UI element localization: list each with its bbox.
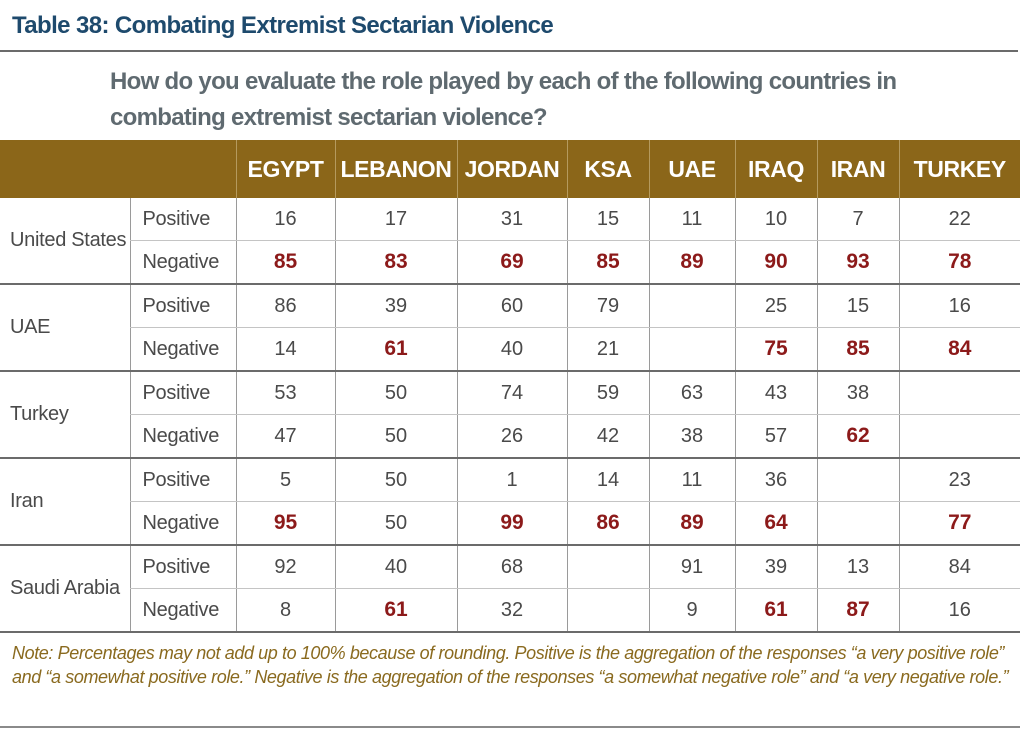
positive-value-cell: 39 bbox=[335, 284, 457, 328]
negative-value-cell: 90 bbox=[735, 241, 817, 285]
positive-value-cell: 10 bbox=[735, 198, 817, 241]
table-row-negative bbox=[0, 502, 1020, 546]
positive-value-cell: 68 bbox=[457, 545, 567, 589]
positive-label: Positive bbox=[130, 371, 236, 415]
positive-value-cell bbox=[817, 458, 899, 502]
positive-value-cell: 7 bbox=[817, 198, 899, 241]
table-row-positive bbox=[0, 198, 1020, 241]
positive-value-cell: 38 bbox=[817, 371, 899, 415]
negative-value-cell: 93 bbox=[817, 241, 899, 285]
negative-value-cell: 8 bbox=[236, 589, 335, 633]
positive-value-cell: 1 bbox=[457, 458, 567, 502]
negative-value-cell: 89 bbox=[649, 502, 735, 546]
positive-value-cell: 15 bbox=[567, 198, 649, 241]
table-row-negative bbox=[0, 241, 1020, 285]
table-row-positive bbox=[0, 458, 1020, 502]
table-row-positive bbox=[0, 284, 1020, 328]
positive-label: Positive bbox=[130, 198, 236, 241]
negative-value-cell: 99 bbox=[457, 502, 567, 546]
column-header: LEBANON bbox=[335, 140, 457, 198]
positive-value-cell: 11 bbox=[649, 198, 735, 241]
table-row-negative bbox=[0, 415, 1020, 459]
positive-value-cell: 11 bbox=[649, 458, 735, 502]
negative-label: Negative bbox=[130, 502, 236, 546]
header-blank-country bbox=[0, 140, 130, 198]
negative-value-cell: 95 bbox=[236, 502, 335, 546]
positive-value-cell: 79 bbox=[567, 284, 649, 328]
table-row-negative bbox=[0, 328, 1020, 372]
positive-value-cell: 50 bbox=[335, 371, 457, 415]
negative-value-cell bbox=[649, 328, 735, 372]
column-header: EGYPT bbox=[236, 140, 335, 198]
negative-value-cell: 26 bbox=[457, 415, 567, 459]
footnote: Note: Percentages may not add up to 100% because of rounding. Positive is the aggregation of the responses “a very positive role” and “a somewhat positive role.” Negative is the aggregation of the responses “a somewhat negative role” and “a very negative role.” bbox=[12, 643, 1009, 687]
table-body bbox=[0, 198, 1020, 632]
positive-value-cell bbox=[567, 545, 649, 589]
negative-value-cell: 64 bbox=[735, 502, 817, 546]
positive-value-cell: 43 bbox=[735, 371, 817, 415]
negative-value-cell: 85 bbox=[567, 241, 649, 285]
positive-value-cell: 25 bbox=[735, 284, 817, 328]
column-header: IRAQ bbox=[735, 140, 817, 198]
positive-label: Positive bbox=[130, 458, 236, 502]
positive-value-cell: 22 bbox=[899, 198, 1020, 241]
negative-value-cell: 86 bbox=[567, 502, 649, 546]
positive-value-cell: 40 bbox=[335, 545, 457, 589]
negative-value-cell: 16 bbox=[899, 589, 1020, 633]
positive-value-cell: 60 bbox=[457, 284, 567, 328]
header-blank-label bbox=[130, 140, 236, 198]
positive-value-cell: 36 bbox=[735, 458, 817, 502]
positive-value-cell: 39 bbox=[735, 545, 817, 589]
table-row-positive bbox=[0, 545, 1020, 589]
negative-value-cell: 50 bbox=[335, 502, 457, 546]
negative-label: Negative bbox=[130, 241, 236, 285]
country-name: UAE bbox=[0, 284, 130, 371]
negative-value-cell: 87 bbox=[817, 589, 899, 633]
negative-label: Negative bbox=[130, 589, 236, 633]
positive-label: Positive bbox=[130, 284, 236, 328]
table-title: Table 38: Combating Extremist Sectarian Violence bbox=[12, 12, 554, 39]
positive-value-cell: 84 bbox=[899, 545, 1020, 589]
positive-value-cell: 23 bbox=[899, 458, 1020, 502]
positive-value-cell bbox=[899, 371, 1020, 415]
positive-value-cell: 16 bbox=[899, 284, 1020, 328]
column-header: UAE bbox=[649, 140, 735, 198]
negative-value-cell: 77 bbox=[899, 502, 1020, 546]
negative-value-cell: 47 bbox=[236, 415, 335, 459]
positive-value-cell: 17 bbox=[335, 198, 457, 241]
negative-value-cell bbox=[817, 502, 899, 546]
negative-value-cell bbox=[567, 589, 649, 633]
bottom-divider bbox=[0, 726, 1020, 728]
title-bar bbox=[0, 0, 1018, 52]
positive-value-cell: 15 bbox=[817, 284, 899, 328]
negative-label: Negative bbox=[130, 415, 236, 459]
negative-value-cell: 75 bbox=[735, 328, 817, 372]
positive-value-cell: 86 bbox=[236, 284, 335, 328]
positive-value-cell: 31 bbox=[457, 198, 567, 241]
negative-value-cell: 50 bbox=[335, 415, 457, 459]
positive-value-cell: 14 bbox=[567, 458, 649, 502]
positive-value-cell: 16 bbox=[236, 198, 335, 241]
negative-value-cell: 9 bbox=[649, 589, 735, 633]
positive-value-cell: 5 bbox=[236, 458, 335, 502]
negative-value-cell: 21 bbox=[567, 328, 649, 372]
negative-value-cell: 78 bbox=[899, 241, 1020, 285]
negative-value-cell: 14 bbox=[236, 328, 335, 372]
negative-value-cell: 69 bbox=[457, 241, 567, 285]
positive-value-cell: 63 bbox=[649, 371, 735, 415]
negative-value-cell: 85 bbox=[236, 241, 335, 285]
header-row bbox=[0, 140, 1020, 198]
positive-value-cell: 91 bbox=[649, 545, 735, 589]
column-header: KSA bbox=[567, 140, 649, 198]
column-header: IRAN bbox=[817, 140, 899, 198]
negative-value-cell: 57 bbox=[735, 415, 817, 459]
negative-value-cell: 32 bbox=[457, 589, 567, 633]
negative-value-cell: 61 bbox=[335, 328, 457, 372]
country-name: Turkey bbox=[0, 371, 130, 458]
column-header: TURKEY bbox=[899, 140, 1020, 198]
positive-value-cell: 74 bbox=[457, 371, 567, 415]
negative-value-cell: 62 bbox=[817, 415, 899, 459]
negative-value-cell: 38 bbox=[649, 415, 735, 459]
negative-value-cell: 61 bbox=[735, 589, 817, 633]
country-name: Saudi Arabia bbox=[0, 545, 130, 632]
column-header: JORDAN bbox=[457, 140, 567, 198]
positive-value-cell: 53 bbox=[236, 371, 335, 415]
table-row-positive bbox=[0, 371, 1020, 415]
country-name: United States bbox=[0, 198, 130, 284]
results-table bbox=[0, 140, 1020, 633]
negative-value-cell: 83 bbox=[335, 241, 457, 285]
positive-value-cell: 59 bbox=[567, 371, 649, 415]
positive-value-cell: 92 bbox=[236, 545, 335, 589]
negative-value-cell: 40 bbox=[457, 328, 567, 372]
positive-value-cell: 13 bbox=[817, 545, 899, 589]
negative-value-cell bbox=[899, 415, 1020, 459]
positive-label: Positive bbox=[130, 545, 236, 589]
positive-value-cell bbox=[649, 284, 735, 328]
negative-value-cell: 61 bbox=[335, 589, 457, 633]
negative-label: Negative bbox=[130, 328, 236, 372]
negative-value-cell: 42 bbox=[567, 415, 649, 459]
negative-value-cell: 89 bbox=[649, 241, 735, 285]
negative-value-cell: 85 bbox=[817, 328, 899, 372]
survey-question: How do you evaluate the role played by each of the following countries in combating extremist sectarian violence? bbox=[110, 68, 897, 131]
table-row-negative bbox=[0, 589, 1020, 633]
negative-value-cell: 84 bbox=[899, 328, 1020, 372]
positive-value-cell: 50 bbox=[335, 458, 457, 502]
country-name: Iran bbox=[0, 458, 130, 545]
